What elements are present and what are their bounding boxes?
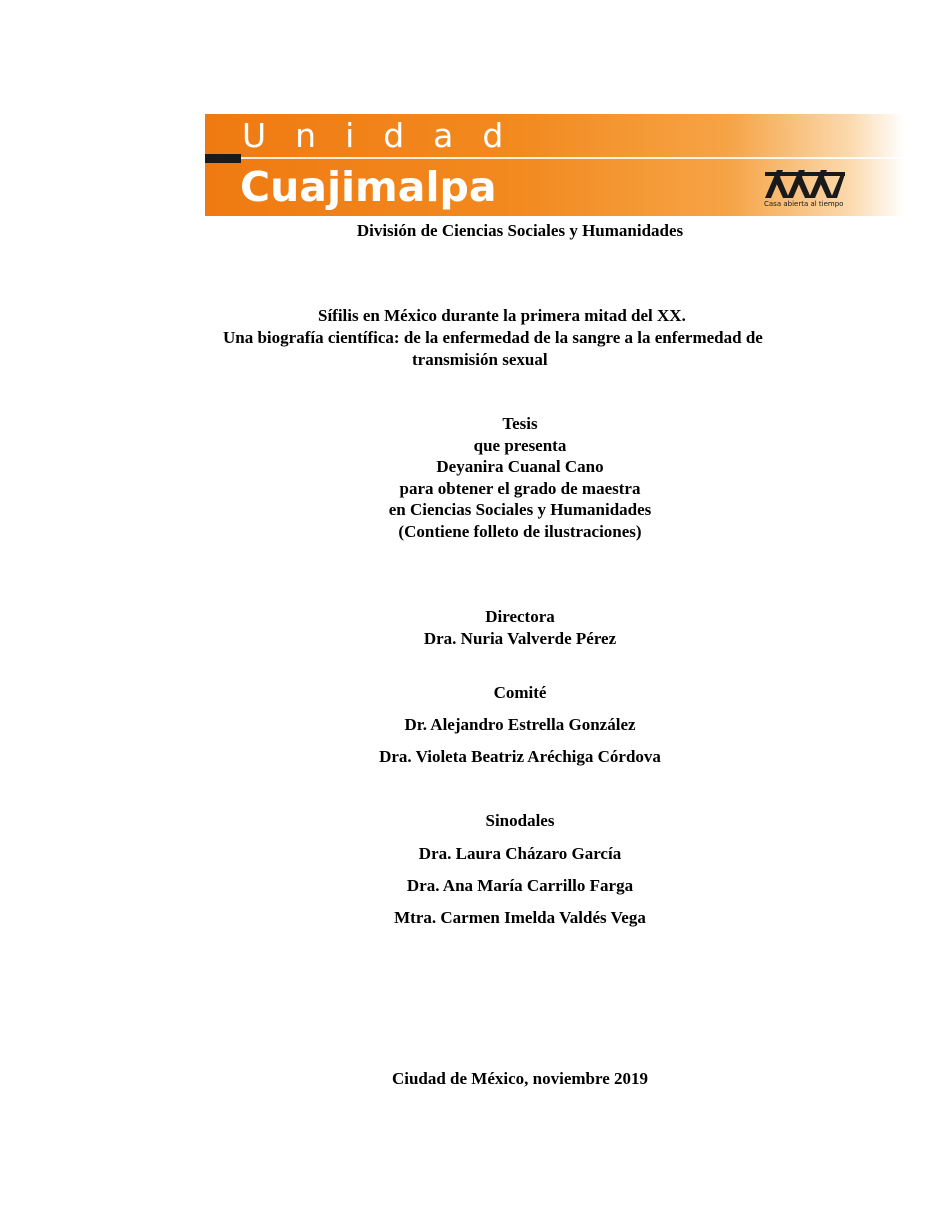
thesis-author: Deyanira Cuanal Cano [436, 457, 604, 476]
thesis-degree-line: para obtener el grado de maestra [399, 479, 641, 498]
thesis-label: Tesis [502, 414, 538, 433]
thesis-title-line-3: transmisión sexual [412, 350, 548, 369]
university-banner [205, 114, 905, 216]
thesis-note: (Contiene folleto de ilustraciones) [398, 522, 642, 541]
banner-tab [205, 154, 241, 163]
thesis-title-line-1: Sífilis en México durante la primera mitad del XX. [318, 306, 686, 325]
place-and-date: Ciudad de México, noviembre 2019 [391, 1069, 649, 1088]
banner-campus-name: Cuajimalpa [240, 163, 497, 211]
sinodales-heading: Sinodales [485, 811, 555, 830]
director-heading: Directora [485, 607, 555, 626]
committee-heading: Comité [493, 683, 547, 702]
uam-logo-icon [763, 166, 847, 200]
director-name: Dra. Nuria Valverde Pérez [423, 629, 617, 648]
sinodal-member: Mtra. Carmen Imelda Valdés Vega [394, 908, 646, 927]
division-name: División de Ciencias Sociales y Humanidades [356, 221, 684, 240]
sinodal-member: Dra. Laura Cházaro García [418, 844, 622, 863]
committee-member: Dr. Alejandro Estrella González [404, 715, 636, 734]
committee-member: Dra. Violeta Beatriz Aréchiga Córdova [379, 747, 661, 766]
banner-unidad-text: Unidad [242, 116, 533, 155]
sinodal-member: Dra. Ana María Carrillo Farga [406, 876, 634, 895]
thesis-title-line-2: Una biografía científica: de la enfermedad de la sangre a la enfermedad de [223, 328, 763, 347]
banner-motto: Casa abierta al tiempo [764, 200, 844, 208]
thesis-presents: que presenta [473, 436, 567, 455]
thesis-program-line: en Ciencias Sociales y Humanidades [388, 500, 652, 519]
